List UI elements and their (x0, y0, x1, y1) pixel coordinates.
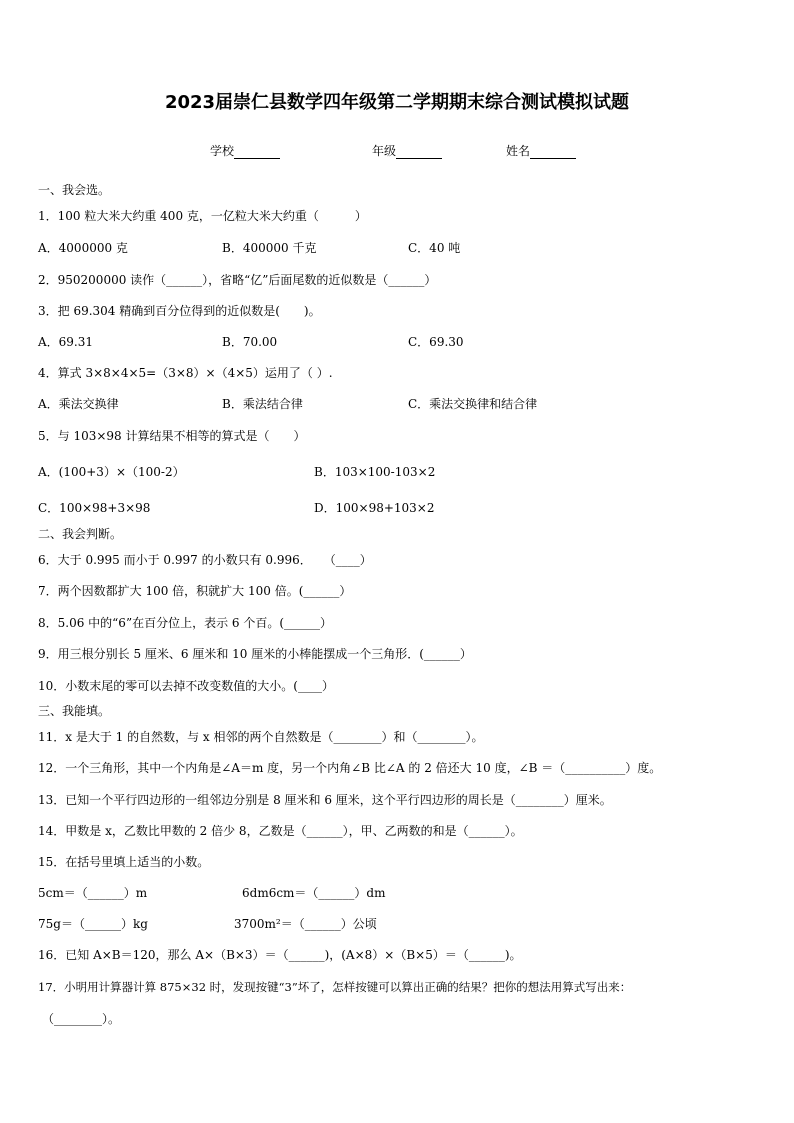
question-15-item-a: 5cm＝（______）m (38, 886, 148, 900)
school-label: 学校 (210, 144, 235, 158)
question-3-option-b: B．70.00 (222, 335, 278, 349)
question-3: 3．把 69.304 精确到百分位得到的近似数是( )。 (38, 304, 321, 318)
question-15-item-b: 6dm6cm＝（______）dm (242, 886, 386, 900)
question-10: 10．小数末尾的零可以去掉不改变数值的大小。(____） (38, 679, 334, 693)
question-17-answer: （________）。 (42, 1012, 121, 1026)
question-4-option-a: A．乘法交换律 (38, 397, 119, 411)
question-2: 2．950200000 读作（______），省略“亿”后面尾数的近似数是（______） (38, 273, 437, 287)
grade-field (372, 142, 442, 159)
question-14: 14．甲数是 x，乙数比甲数的 2 倍少 8，乙数是（______），甲、乙两数的和是（______）。 (38, 824, 523, 838)
question-15-item-d: 3700m²＝（______）公顷 (234, 917, 377, 931)
question-1-option-b: B．400000 千克 (222, 241, 317, 255)
question-4: 4．算式 3×8×4×5=（3×8）×（4×5）运用了（ ）. (38, 366, 333, 380)
question-7: 7．两个因数都扩大 100 倍，积就扩大 100 倍。(______） (38, 584, 352, 598)
question-8: 8．5.06 中的“6”在百分位上，表示 6 个百。(______） (38, 616, 333, 630)
question-3-option-a: A．69.31 (38, 335, 94, 349)
page-title: 2023届崇仁县数学四年级第二学期期末综合测试模拟试题 (164, 92, 630, 113)
section-fill-heading: 三、我能填。 (38, 704, 111, 718)
question-12: 12．一个三角形，其中一个内角是∠A＝m 度，另一个内角∠B 比∠A 的 2 倍还大 10 度，∠B ＝（__________）度。 (38, 761, 662, 775)
name-label: 姓名 (506, 144, 531, 158)
question-5-option-b: B．103×100-103×2 (314, 465, 436, 479)
question-16: 16．已知 A×B＝120，那么 A×（B×3）＝（______)，(A×8）×（B×5）＝（______)。 (38, 948, 522, 962)
name-field (506, 142, 576, 159)
question-5-option-c: C．100×98+3×98 (38, 501, 151, 515)
question-5-option-d: D．100×98+103×2 (314, 501, 435, 515)
question-4-option-c: C．乘法交换律和结合律 (408, 397, 538, 411)
question-6: 6．大于 0.995 而小于 0.997 的小数只有 0.996． （____） (38, 553, 372, 567)
question-5: 5．与 103×98 计算结果不相等的算式是（ ） (38, 429, 306, 443)
question-1: 1．100 粒大米大约重 400 克，一亿粒大米大约重（ ） (38, 209, 367, 223)
section-choice-heading: 一、我会选。 (38, 183, 111, 197)
question-11: 11．x 是大于 1 的自然数，与 x 相邻的两个自然数是（________）和（________）。 (38, 730, 484, 744)
question-13: 13．已知一个平行四边形的一组邻边分别是 8 厘米和 6 厘米，这个平行四边形的周长是（________）厘米。 (38, 793, 612, 807)
name-blank (530, 146, 576, 159)
question-15: 15．在括号里填上适当的小数。 (38, 855, 210, 869)
question-1-option-c: C．40 吨 (408, 241, 461, 255)
question-9: 9．用三根分别长 5 厘米、6 厘米和 10 厘米的小棒能摆成一个三角形．(______） (38, 647, 472, 661)
question-1-option-a: A．4000000 克 (38, 241, 128, 255)
school-blank (234, 146, 280, 159)
grade-label: 年级 (372, 144, 397, 158)
school-field (210, 142, 280, 159)
grade-blank (396, 146, 442, 159)
section-judge-heading: 二、我会判断。 (38, 527, 123, 541)
question-4-option-b: B．乘法结合律 (222, 397, 303, 411)
question-5-option-a: A．(100+3）×（100-2） (38, 465, 185, 479)
question-15-item-c: 75g＝（______）kg (38, 917, 148, 931)
question-3-option-c: C．69.30 (408, 335, 464, 349)
question-17: 17．小明用计算器计算 875×32 时，发现按键“3”坏了，怎样按键可以算出正确的结果？把你的想法用算式写出来： (38, 980, 632, 994)
